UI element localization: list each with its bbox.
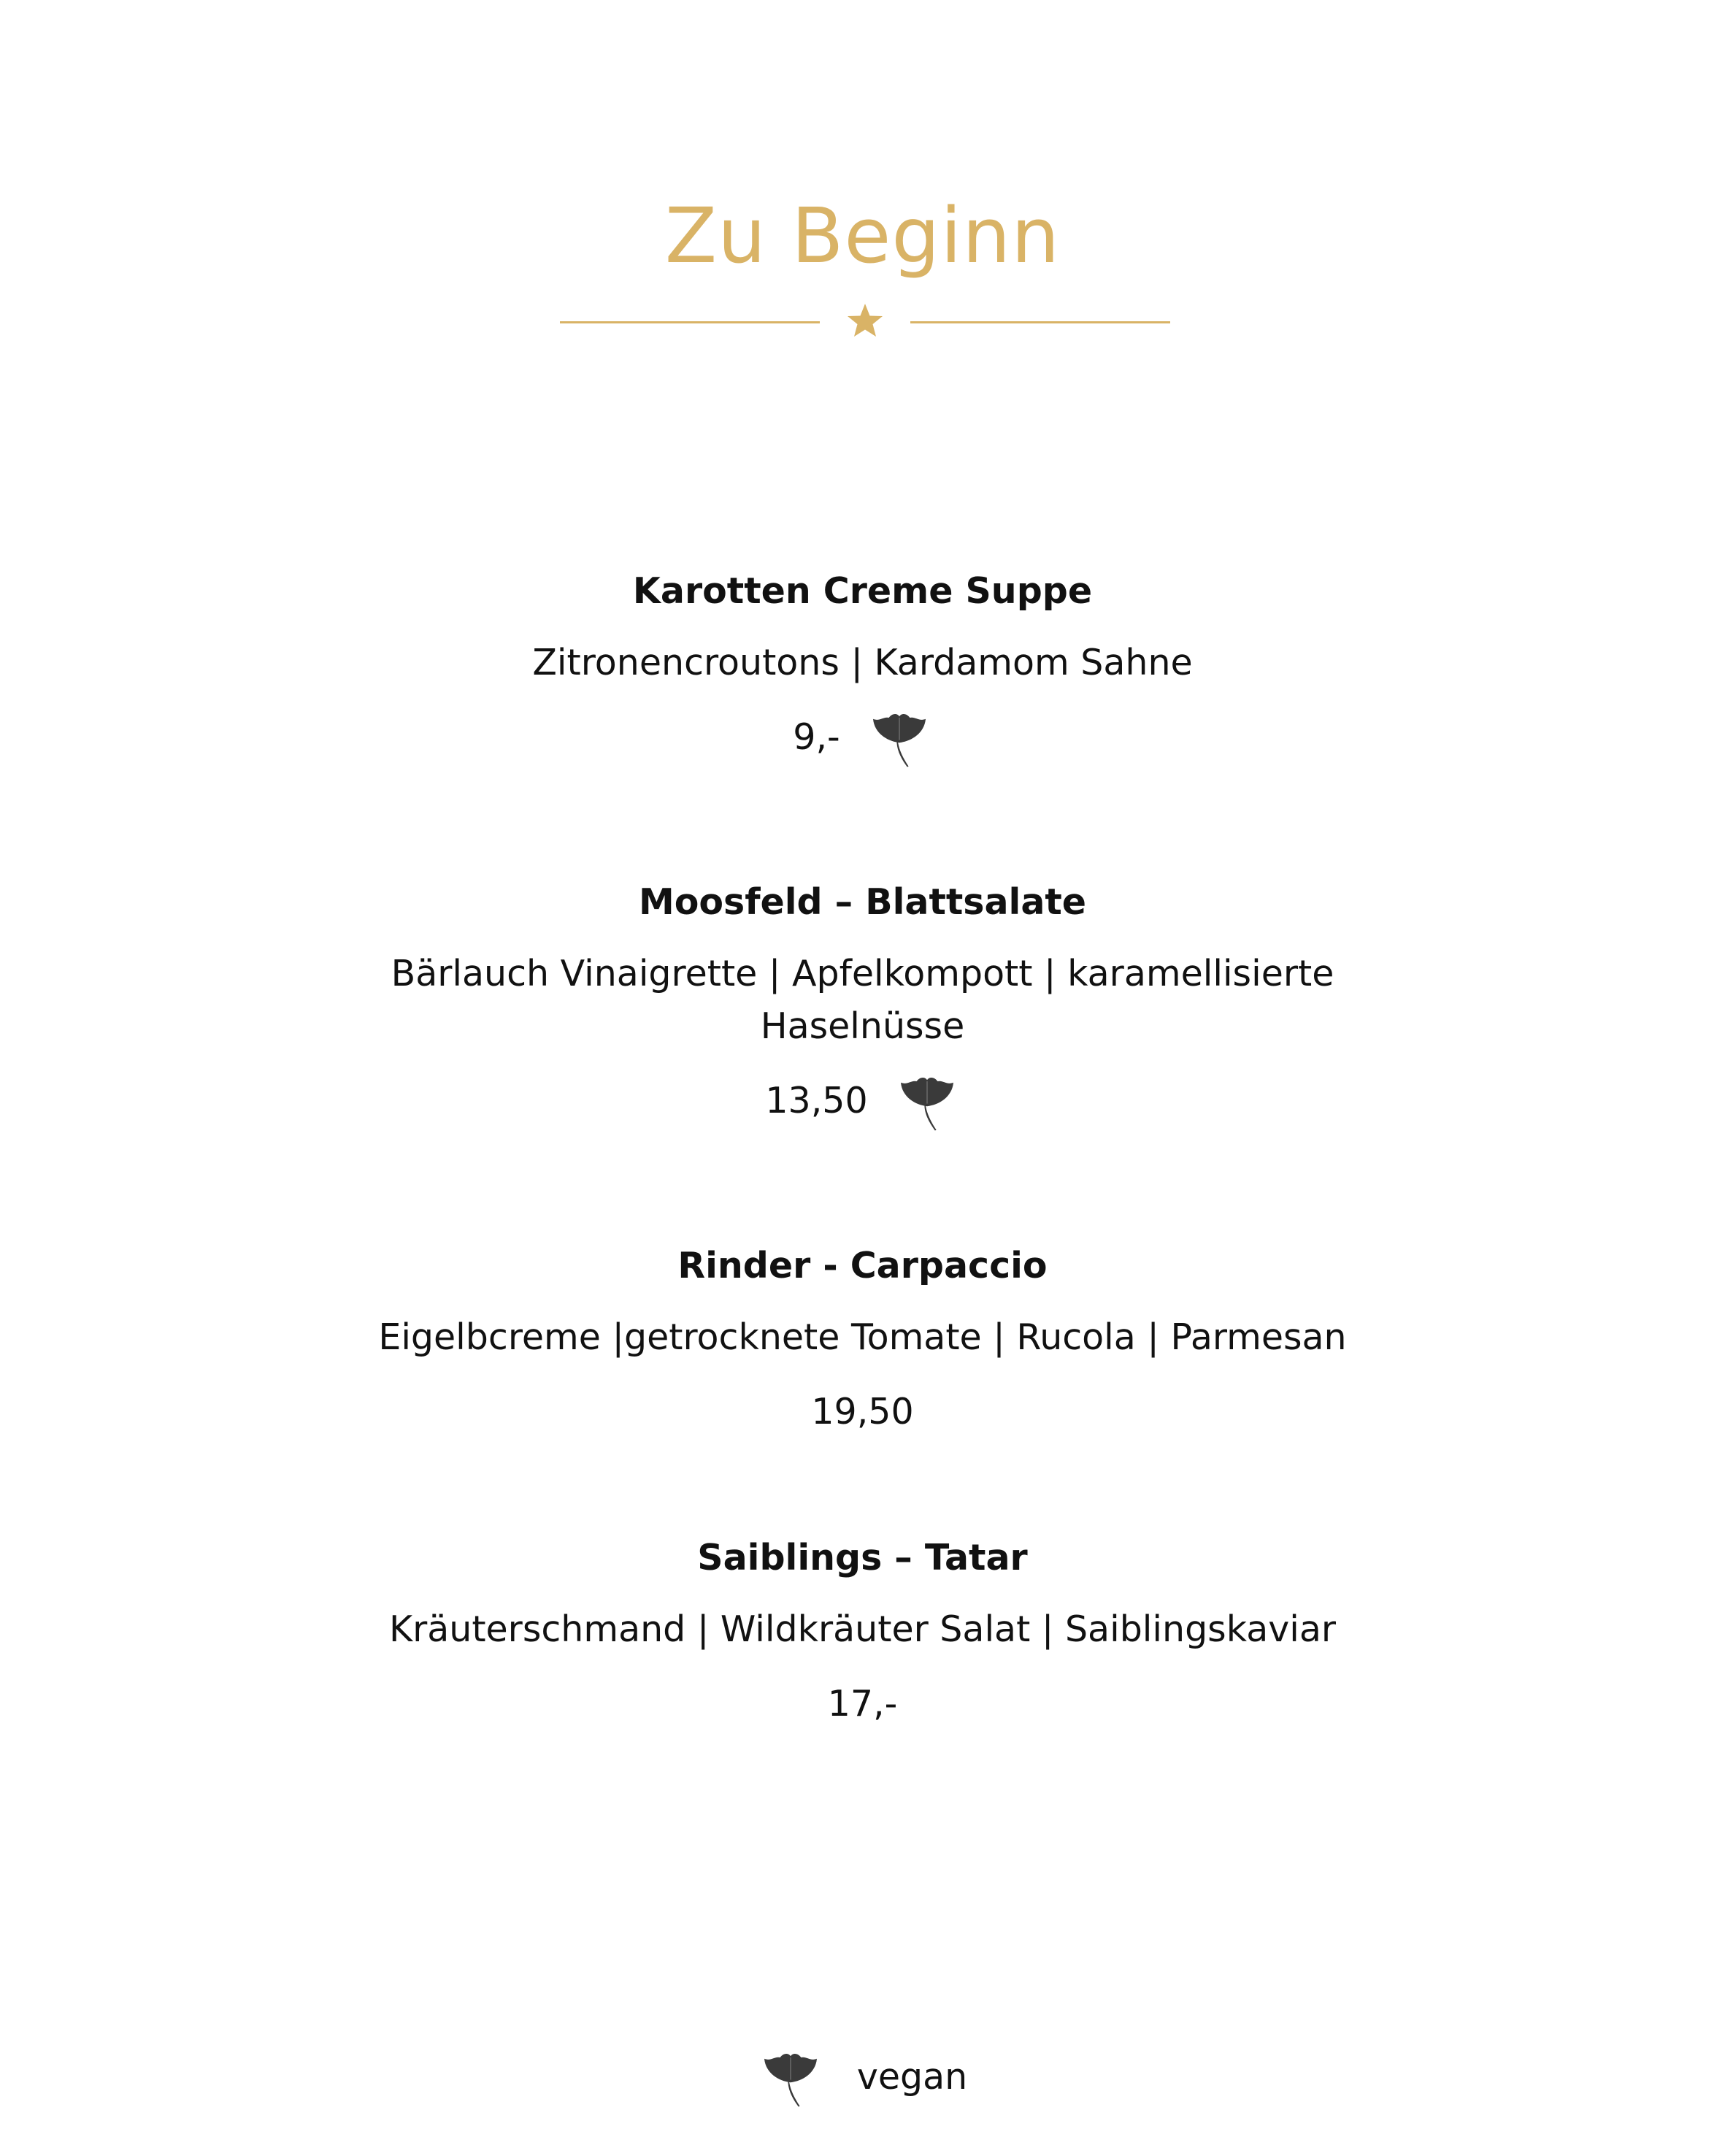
divider-line-right xyxy=(910,321,1170,323)
dish-name: Rinder - Carpaccio xyxy=(677,1245,1048,1286)
legend-label: vegan xyxy=(856,2056,968,2098)
price-row xyxy=(0,1072,1725,1130)
dish-description: Eigelbcreme |getrocknete Tomate | Rucola | Parmesan xyxy=(378,1316,1347,1358)
dish-price: 9,- xyxy=(793,716,840,758)
dish-name: Moosfeld – Blattsalate xyxy=(638,881,1087,923)
dish-price: 17,- xyxy=(827,1683,898,1725)
title-divider xyxy=(560,299,1170,343)
price-row xyxy=(0,1675,1725,1733)
menu-item xyxy=(0,1529,1725,1733)
dish-description: Zitronencroutons | Kardamom Sahne xyxy=(532,642,1193,683)
menu-item xyxy=(0,562,1725,767)
price-row xyxy=(0,708,1725,767)
dish-price: 19,50 xyxy=(811,1391,914,1432)
dish-name: Saiblings – Tatar xyxy=(697,1537,1028,1578)
price-row xyxy=(0,1383,1725,1441)
dish-description: Bärlauch Vinaigrette | Apfelkompott | karamellisierte Haselnüsse xyxy=(391,953,1334,1047)
ginkgo-leaf-icon xyxy=(867,705,932,770)
ginkgo-leaf-icon xyxy=(894,1068,960,1134)
menu-item xyxy=(0,873,1725,1130)
dish-name: Karotten Creme Suppe xyxy=(632,570,1093,612)
dish-price: 13,50 xyxy=(765,1080,868,1121)
ginkgo-leaf-icon xyxy=(758,2044,823,2110)
menu-item xyxy=(0,1237,1725,1441)
divider-line-left xyxy=(560,321,820,323)
dish-description: Kräuterschmand | Wildkräuter Salat | Saiblingskaviar xyxy=(388,1608,1337,1650)
vegan-legend xyxy=(0,2044,1725,2110)
page-title: Zu Beginn xyxy=(664,191,1061,280)
star-icon xyxy=(843,299,887,343)
